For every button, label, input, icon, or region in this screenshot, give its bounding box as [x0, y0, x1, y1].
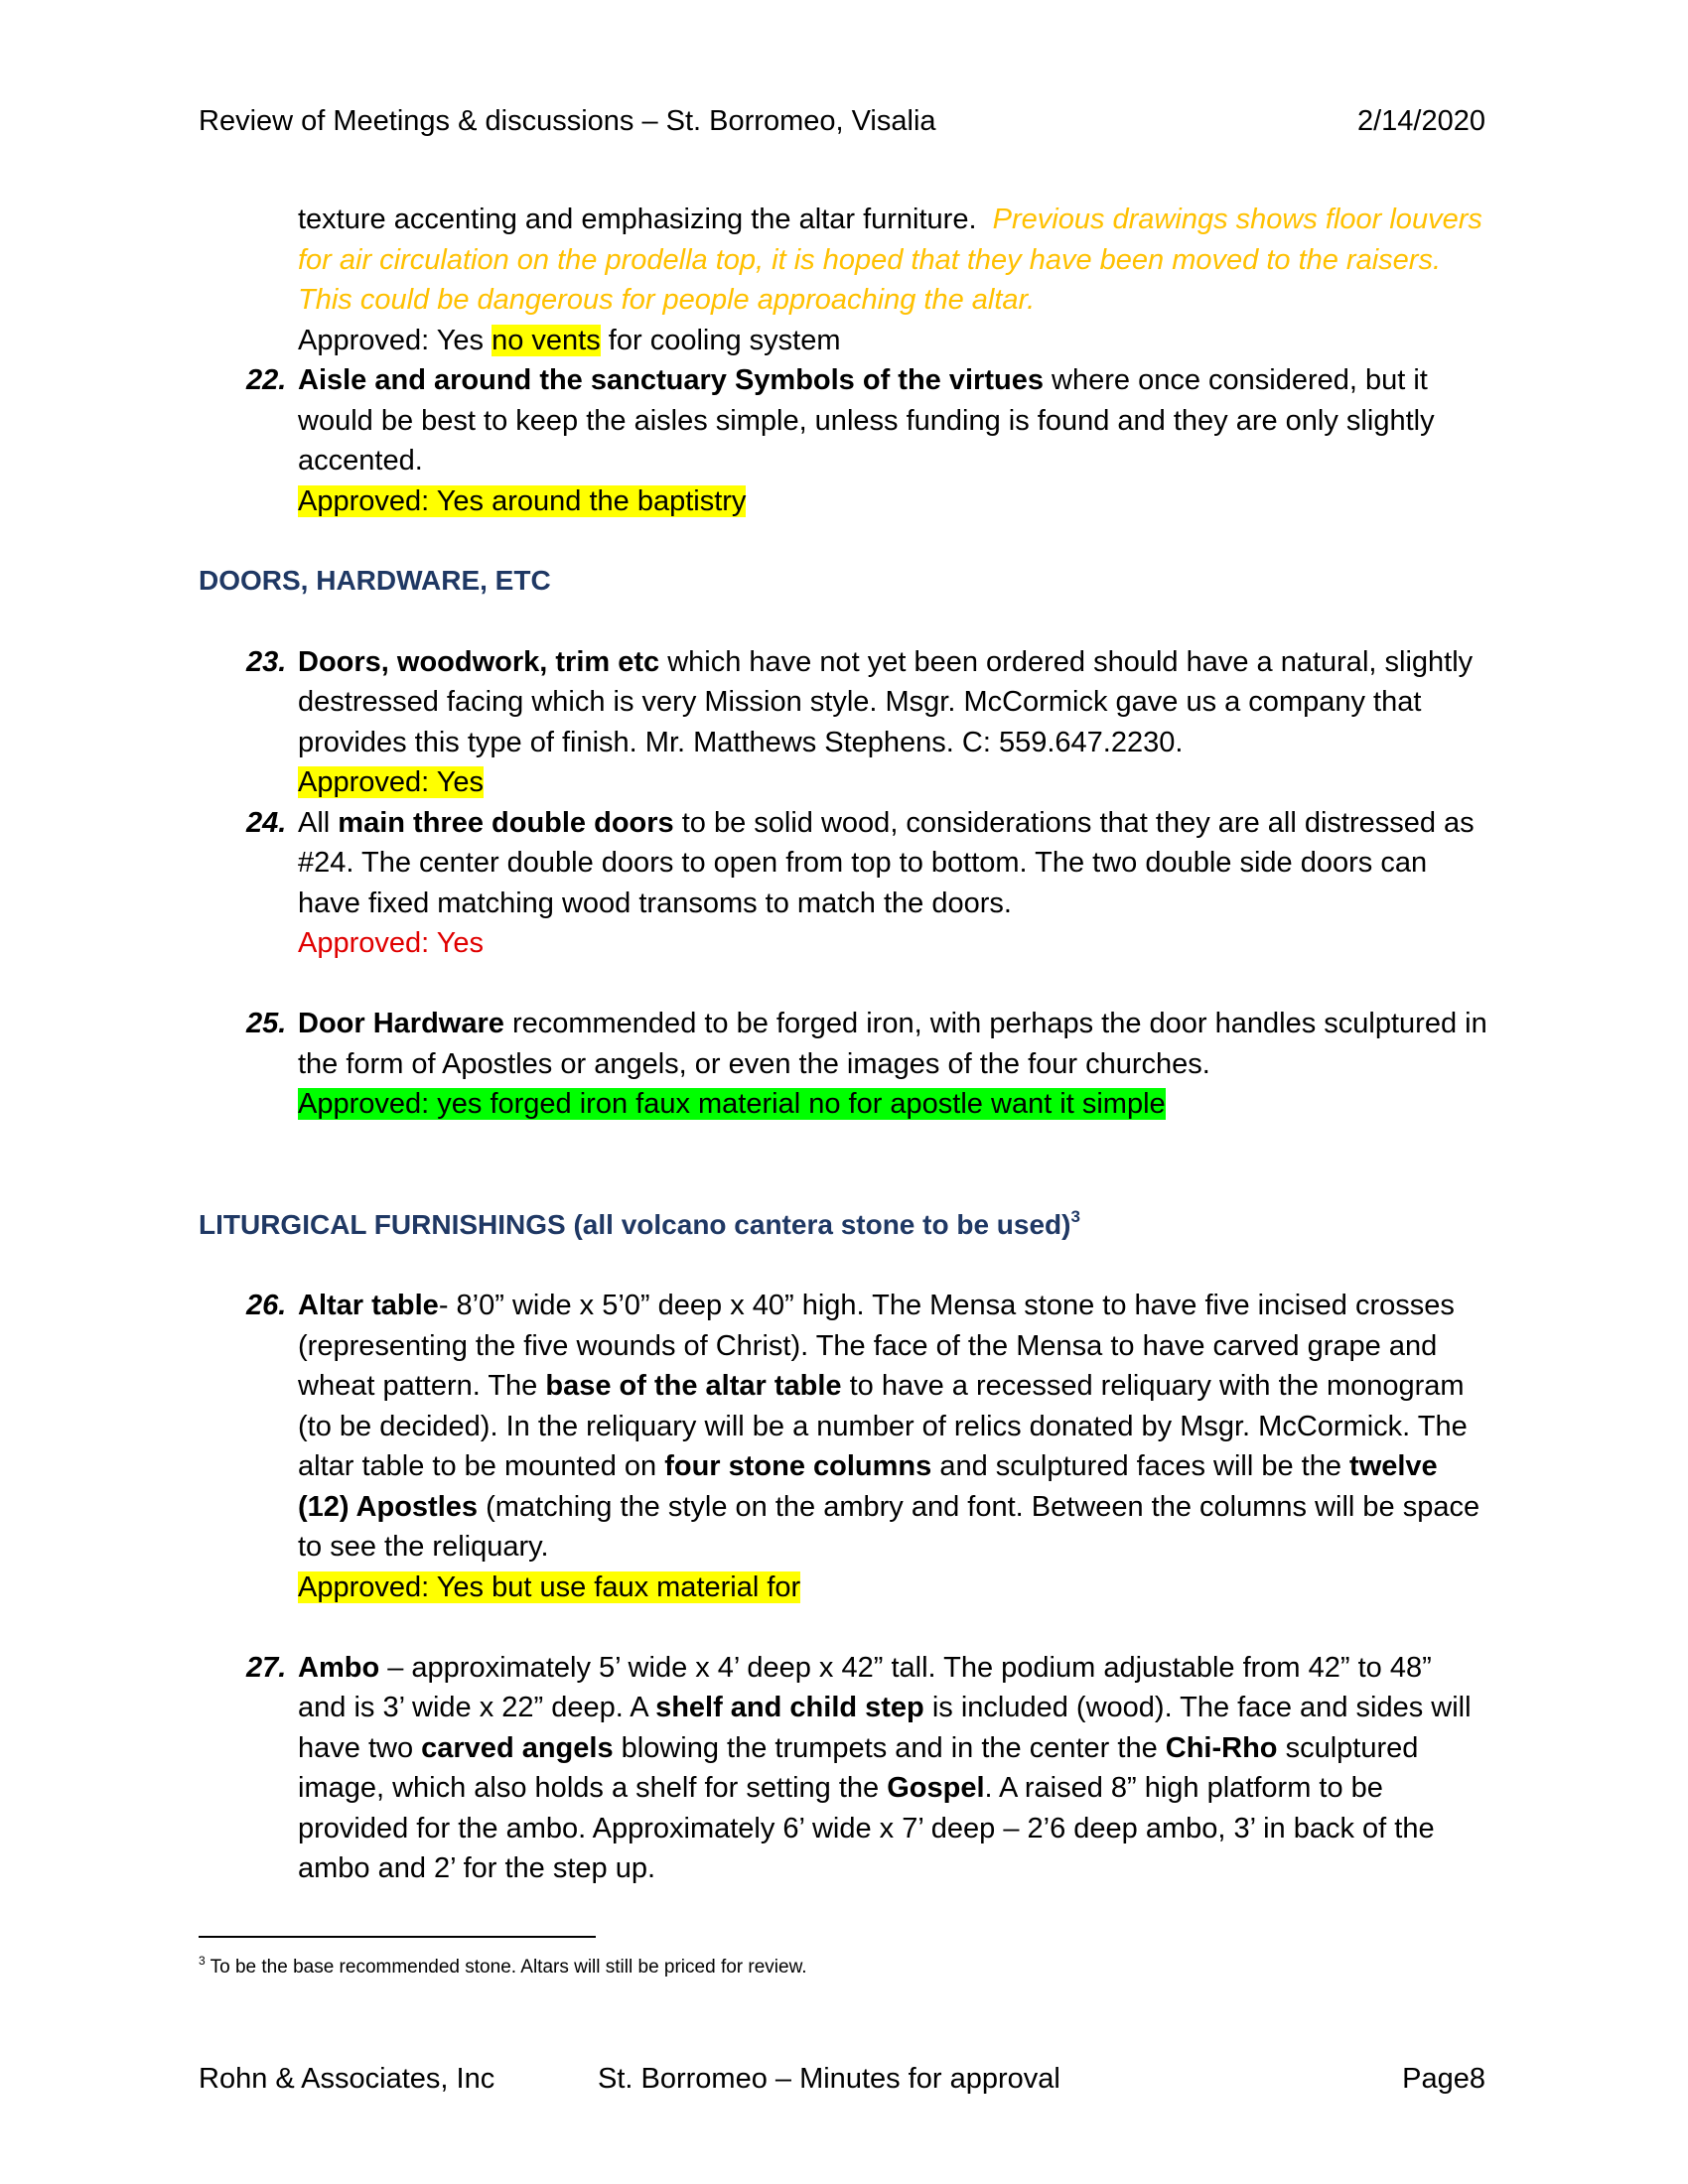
item-number: 24. [246, 806, 287, 839]
item-bold: Gospel [887, 1772, 985, 1804]
footer-document-title: St. Borromeo – Minutes for approval [598, 2063, 1060, 2095]
intro-approved-highlight: no vents [492, 324, 601, 356]
list-item-22 [199, 360, 1487, 521]
header-title: Review of Meetings & discussions – St. Borromeo, Visalia [199, 105, 936, 137]
item-bold: Door Hardware [298, 1008, 504, 1039]
item-text: – approximately 5’ wide x 4’ deep x 42” tall. The podium adjustable from 42” to 48” and is 3’ wide x 22” deep. A [298, 1651, 1432, 1723]
item-bold: four stone columns [664, 1450, 932, 1482]
section-heading-doors: DOORS, HARDWARE, ETC [199, 565, 551, 596]
page-header [199, 103, 1485, 139]
approval-status: Approved: yes forged iron faux material no for apostle want it simple [298, 1088, 1166, 1120]
spacer [199, 1607, 1487, 1648]
item-text: All [298, 806, 339, 839]
section-heading-liturgical [199, 1205, 1487, 1246]
item-bold: Ambo [298, 1651, 380, 1684]
list-item-27 [199, 1648, 1487, 1889]
item-number: 27. [246, 1651, 287, 1684]
section-heading-text: LITURGICAL FURNISHINGS (all volcano cantera stone to be used) [199, 1208, 1071, 1240]
approval-status: Approved: Yes [298, 766, 485, 798]
item-number: 26. [246, 1290, 287, 1321]
item-text: sculptured image, which also holds a shelf for setting the [298, 1731, 1419, 1804]
list-item-23 [199, 642, 1487, 803]
item-bold: Doors, woodwork, trim etc [298, 645, 660, 678]
item-text: recommended to be forged iron, with perhaps the door handles sculptured in the form of Apostles or angels, or even the images of the four churches. [298, 1008, 1487, 1080]
item-text: to be solid wood, considerations that they are all distressed as #24. The center double doors to open from top to bottom. The two double side doors can have fixed matching wood transoms to match the doors. [298, 806, 1475, 919]
item-text: - 8’0” wide x 5’0” deep x 40” high. The Mensa stone to have five incised crosses (representing the five wounds of Christ). The face of the Mensa to have carved grape and wheat pattern. The [298, 1290, 1455, 1402]
approval-status: Approved: Yes but use faux material for [298, 1570, 801, 1603]
item-bold: Aisle and around the sanctuary Symbols of the virtues [298, 364, 1044, 396]
footnote-reference: 3 [1070, 1206, 1080, 1226]
item-bold: Altar table [298, 1290, 439, 1321]
item-text: blowing the trumpets and in the center the [613, 1731, 1166, 1764]
item-text: is included (wood). The face and sides will have two [298, 1692, 1472, 1764]
footnote [199, 1956, 807, 1979]
page-footer [199, 2061, 1485, 2097]
item-text: . A raised 8” high platform to be provided for the ambo. Approximately 6’ wide x 7’ deep – 2’6 deep ambo, 3’ in back of the ambo and 2’ for the step up. [298, 1772, 1435, 1884]
list-item-25 [199, 1004, 1487, 1125]
item-number: 23. [246, 645, 287, 678]
item-text: and sculptured faces will be the [931, 1450, 1350, 1482]
item-bold: Chi-Rho [1165, 1731, 1278, 1764]
spacer [199, 1125, 1487, 1205]
footnote-text: To be the base recommended stone. Altars will still be priced for review. [205, 1957, 807, 1978]
item-bold: carved angels [421, 1731, 614, 1764]
footer-company: Rohn & Associates, Inc [199, 2063, 495, 2095]
footnote-number: 3 [199, 1954, 206, 1968]
item-text: to have a recessed reliquary with the monogram (to be decided). In the reliquary will be a number of relics donated by Msgr. McCormick. The altar table to be mounted on [298, 1370, 1468, 1482]
item-bold: main three double doors [338, 806, 674, 839]
footer-page-number: Page8 [1402, 2063, 1485, 2095]
item-number: 25. [246, 1008, 287, 1039]
footnote-divider [199, 1936, 596, 1938]
item-text: which have not yet been ordered should have a natural, slightly destressed facing which is very Mission style. Msgr. McCormick gave us a company that provides this type of finish. Mr. Matthews Stephens. C: 559.647.2230. [298, 645, 1474, 758]
document-body [199, 200, 1487, 1889]
approval-status: Approved: Yes around the baptistry [298, 484, 747, 517]
item-bold: base of the altar table [545, 1370, 842, 1402]
intro-text: texture accenting and emphasizing the altar furniture. [298, 204, 977, 235]
list-item-26 [199, 1286, 1487, 1607]
approval-status: Approved: Yes [298, 927, 485, 959]
item-text: (matching the style on the ambry and font. Between the columns will be space to see the reliquary. [298, 1490, 1480, 1563]
header-date: 2/14/2020 [1356, 105, 1485, 137]
intro-note: Previous drawings shows floor louvers for air circulation on the prodella top, it is hoped that they have been moved to the raisers. This could be dangerous for people approaching the altar. [298, 204, 1482, 316]
item-bold: shelf and child step [655, 1692, 924, 1723]
intro-approved-prefix: Approved: Yes [298, 324, 492, 356]
item-bold: twelve (12) Apostles [298, 1450, 1438, 1523]
item-number: 22. [246, 364, 287, 396]
spacer [199, 964, 1487, 1005]
list-item-24 [199, 803, 1487, 964]
item-text: where once considered, but it would be best to keep the aisles simple, unless funding is found and they are only slightly accented. [298, 364, 1435, 477]
intro-continuation [199, 200, 1487, 360]
intro-approved-suffix: for cooling system [600, 324, 841, 356]
